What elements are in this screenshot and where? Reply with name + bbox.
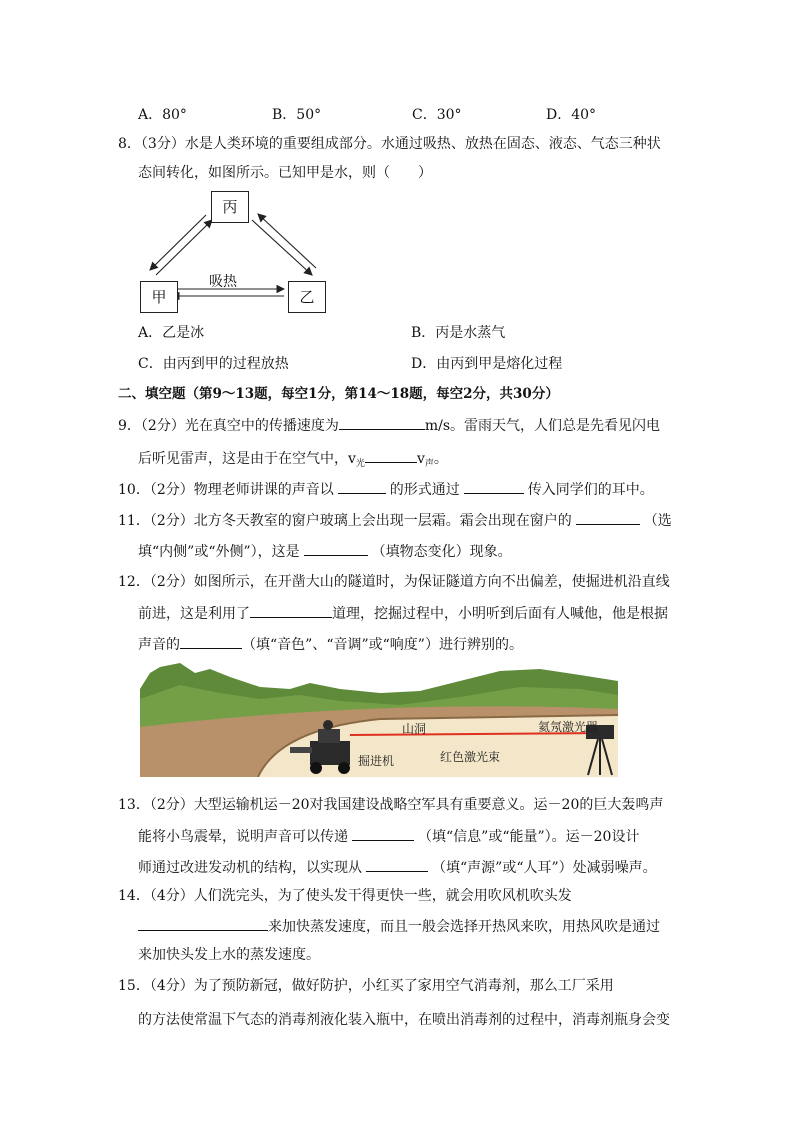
arrow-bing-to-jia — [150, 215, 206, 270]
q14-line2 — [138, 916, 660, 937]
q13-line2 — [138, 826, 639, 847]
q13-text-c: 师通过改进发动机的结构，以实现从 — [138, 860, 362, 876]
arrow-bing-to-yi — [252, 220, 312, 275]
q12-text-b: 道理，挖掘过程中，小明听到后面有人喊他，他是根据 — [332, 606, 668, 622]
q10-text-c: 传入同学们的耳中。 — [527, 482, 654, 498]
q10-blank-2[interactable] — [464, 479, 524, 494]
q14-text-b: 来加快蒸发速度，而且一般会选择开热风来吹，用热风吹是通过 — [268, 919, 660, 935]
q15-line2: 的方法使常温下气态的消毒剂液化装入瓶中，在喷出消毒剂的过程中，消毒剂瓶身会变 — [138, 1012, 670, 1028]
q7-option-b: B．50° — [272, 107, 322, 123]
q13-blank-1[interactable] — [352, 826, 414, 841]
arrow-label-absorb-heat: 吸热 — [209, 274, 237, 290]
q9-text-a: 9．（2分）光在真空中的传播速度为 — [118, 418, 339, 434]
q10-text-b: 的形式通过 — [389, 482, 460, 498]
q11-line2 — [138, 541, 512, 562]
q13-line3 — [138, 857, 657, 878]
q14-blank-1[interactable] — [138, 916, 268, 931]
q12-blank-1[interactable] — [250, 603, 332, 618]
q14-line3: 来加快头发上水的蒸发速度。 — [138, 947, 320, 963]
q9-text-c: 后听见雷声，这是由于在空气中，v — [138, 451, 356, 467]
q11-line1 — [118, 510, 672, 531]
q8-option-d: D．由丙到甲是熔化过程 — [411, 356, 563, 372]
q12-line1: 12．（2分）如图所示，在开凿大山的隧道时，为保证隧道方向不出偏差，使掘进机沿直线 — [118, 574, 670, 590]
q13-text-b: （填“信息”或“能量”）。运－20设计 — [418, 829, 640, 845]
label-laser-device: 氦氖激光器 — [538, 720, 599, 734]
arrow-jia-to-bing — [156, 220, 212, 275]
q13-blank-2[interactable] — [366, 857, 428, 872]
label-beam: 红色激光束 — [440, 750, 501, 764]
arrow-yi-to-bing — [258, 214, 316, 268]
q8-stem-line1: 8．（3分）水是人类环境的重要组成部分。水通过吸热、放热在固态、液态、气态三种状 — [118, 136, 661, 152]
q10-line — [118, 479, 654, 500]
q8-option-c: C．由丙到甲的过程放热 — [138, 356, 289, 372]
box-bing: 丙 — [211, 191, 249, 223]
box-jia: 甲 — [140, 281, 178, 313]
q7-option-d: D．40° — [546, 107, 597, 123]
q10-blank-1[interactable] — [338, 479, 386, 494]
q12-text-a: 前进，这是利用了 — [138, 606, 250, 622]
section-heading: 二、填空题（第9～13题，每空1分，第14～18题，每空2分，共30分） — [118, 386, 559, 402]
q11-blank-1[interactable] — [576, 510, 640, 525]
q10-text-a: 10．（2分）物理老师讲课的声音以 — [118, 482, 334, 498]
q8-stem-line2: 态间转化，如图所示。已知甲是水，则（ ） — [138, 165, 432, 181]
q12-text-d: （填“音色”、“音调”或“响度”）进行辨别的。 — [242, 637, 523, 653]
q11-blank-2[interactable] — [304, 541, 368, 556]
q15-line1: 15．（4分）为了预防新冠，做好防护，小红买了家用空气消毒剂，那么工厂采用 — [118, 978, 614, 994]
q14-line1: 14．（4分）人们洗完头，为了使头发干得更快一些，就会用吹风机吹头发 — [118, 888, 572, 904]
q9-blank-1[interactable] — [339, 415, 425, 430]
q11-text-d: （填物态变化）现象。 — [371, 544, 512, 560]
q7-option-a: A．80° — [138, 107, 187, 123]
label-cave: 山洞 — [402, 722, 427, 736]
q8-option-b: B．丙是水蒸气 — [411, 325, 506, 341]
q12-line3 — [138, 634, 523, 655]
q9-sub-light: 光 — [355, 459, 365, 469]
q12-line2 — [138, 603, 668, 624]
q11-text-b: （选 — [643, 513, 672, 529]
q9-blank-2[interactable] — [365, 448, 417, 463]
q9-line1 — [118, 415, 660, 436]
q9-sub-sound: 声 — [424, 459, 434, 469]
q9-text-d: 。 — [433, 451, 448, 467]
q8-option-a: A．乙是冰 — [138, 325, 205, 341]
q13-line1: 13．（2分）大型运输机运－20对我国建设战略空军具有重要意义。运－20的巨大轰鸣声 — [118, 797, 664, 813]
q11-text-c: 填“内侧”或“外侧”），这是 — [138, 544, 300, 560]
q12-blank-2[interactable] — [180, 634, 242, 649]
q11-text-a: 11．（2分）北方冬天教室的窗户玻璃上会出现一层霜。霜会出现在窗户的 — [118, 513, 572, 529]
q12-text-c: 声音的 — [138, 637, 180, 653]
q9-line2: 后听见雷声，这是由于在空气中，$v_光$ $v_声$。 — [138, 448, 448, 474]
q13-text-a: 能将小鸟震晕，说明声音可以传递 — [138, 829, 348, 845]
q13-text-d: （填“声源”或“人耳”）处减弱噪声。 — [432, 860, 657, 876]
box-yi: 乙 — [288, 281, 326, 313]
tunnel-laser-figure — [140, 659, 618, 777]
q7-option-c: C．30° — [412, 107, 462, 123]
q9-text-b: m/s。雷雨天气，人们总是先看见闪电 — [424, 418, 661, 434]
label-machine: 掘进机 — [358, 754, 395, 768]
